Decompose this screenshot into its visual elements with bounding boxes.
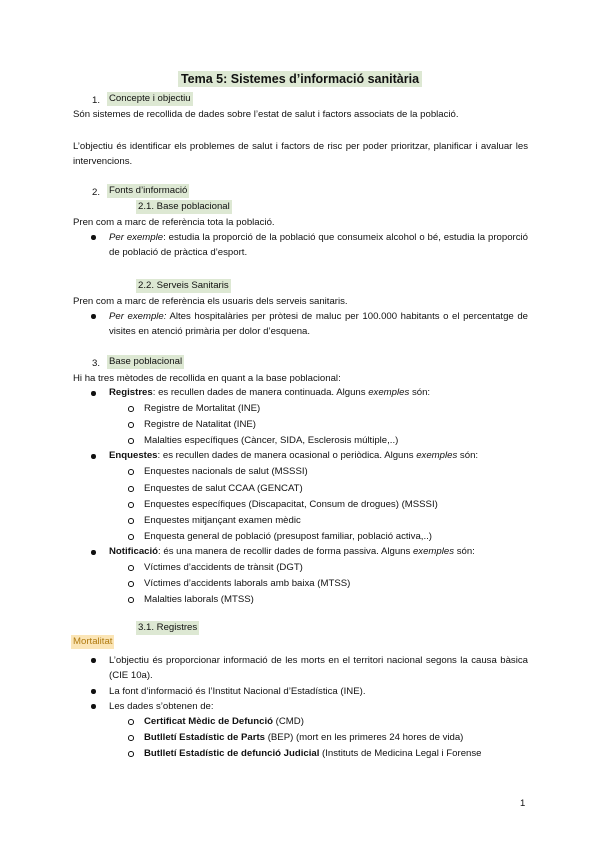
bullet-icon: [91, 550, 96, 555]
bullet-icon: [91, 314, 96, 319]
notificacio-item: Víctimes d’accidents laborals amb baixa (MTSS): [144, 578, 351, 589]
section-1-number: 1.: [92, 95, 101, 106]
circle-bullet-icon: [128, 735, 134, 741]
circle-bullet-icon: [128, 469, 134, 475]
circle-bullet-icon: [128, 751, 134, 757]
circle-bullet-icon: [128, 565, 134, 571]
notificacio-item: Víctimes d’accidents de trànsit (DGT): [144, 562, 303, 573]
circle-bullet-icon: [128, 719, 134, 725]
enquestes-item: Enquestes de salut CCAA (GENCAT): [144, 483, 303, 494]
section-2-number: 2.: [92, 187, 101, 198]
section-2-heading: Fonts d’informació: [109, 185, 188, 196]
circle-bullet-icon: [128, 502, 134, 508]
section-3-intro: Hi ha tres mètodes de recollida en quant a la base poblacional:: [73, 373, 341, 384]
circle-bullet-icon: [128, 422, 134, 428]
notificacio-bullet: Notificació: és una manera de recollir dades de forma passiva. Alguns exemples són:: [109, 546, 475, 557]
subsection-2-1-intro: Pren com a marc de referència tota la població.: [73, 217, 275, 228]
section-1-paragraph-1: Són sistemes de recollida de dades sobre l’estat de salut i factors associats de la població.: [73, 109, 459, 120]
enquestes-item: Enquesta general de població (presupost familiar, població activa,..): [144, 531, 432, 542]
circle-bullet-icon: [128, 406, 134, 412]
mortalitat-bullet-3: Les dades s’obtenen de:: [109, 701, 214, 712]
mortalitat-bullet-2: La font d’informació és l’Institut Nacional d’Estadística (INE).: [109, 686, 366, 697]
section-1-paragraph-2: L’objectiu és identificar els problemes de salut i factors de risc per poder prioritzar, planificar i avaluar les intervencions.: [73, 141, 528, 167]
page-title: Tema 5: Sistemes d’informació sanitària: [0, 72, 600, 86]
subsection-2-1-heading: 2.1. Base poblacional: [138, 201, 230, 212]
bullet-icon: [91, 235, 96, 240]
subsection-2-2-example: Per exemple: Altes hospitalàries per pròtesi de maluc per 100.000 habitants o el percentatge de visites en atenció primària per dolor d’esquena.: [109, 311, 528, 337]
subsection-2-2-heading: 2.2. Serveis Sanitaris: [138, 280, 229, 291]
registres-item: Registre de Natalitat (INE): [144, 419, 256, 430]
registres-bullet: Registres: es recullen dades de manera continuada. Alguns exemples són:: [109, 387, 431, 398]
section-3-heading: Base poblacional: [109, 356, 183, 367]
dades-item: Butlletí Estadístic de defunció Judicial (Instituts de Medicina Legal i Forense: [144, 748, 482, 759]
dades-item: Butlletí Estadístic de Parts (BEP) (mort en les primeres 24 hores de vida): [144, 732, 464, 743]
circle-bullet-icon: [128, 518, 134, 524]
circle-bullet-icon: [128, 486, 134, 492]
bullet-icon: [91, 391, 96, 396]
circle-bullet-icon: [128, 597, 134, 603]
section-3-number: 3.: [92, 358, 101, 369]
section-1-heading: Concepte i objectiu: [109, 93, 191, 104]
subsection-2-2-intro: Pren com a marc de referència els usuaris dels serveis sanitaris.: [73, 296, 348, 307]
circle-bullet-icon: [128, 581, 134, 587]
registres-item: Malalties específiques (Càncer, SIDA, Esclerosis múltiple,..): [144, 435, 399, 446]
registres-item: Registre de Mortalitat (INE): [144, 403, 261, 414]
enquestes-item: Enquestes mitjançant examen mèdic: [144, 515, 301, 526]
enquestes-bullet: Enquestes: es recullen dades de manera ocasional o periòdica. Alguns exemples són:: [109, 450, 479, 461]
bullet-icon: [91, 689, 96, 694]
circle-bullet-icon: [128, 438, 134, 444]
dades-item: Certificat Mèdic de Defunció (CMD): [144, 716, 304, 727]
page-number: 1: [520, 798, 526, 809]
subsection-3-1-heading: 3.1. Registres: [138, 622, 198, 633]
subsection-2-1-example: Per exemple: estudia la proporció de la població que consumeix alcohol o bé, estudia la proporció de població de pràctica d’esport.: [109, 232, 528, 258]
mortalitat-bullet-1: L’objectiu és proporcionar informació de les morts en el territori nacional segons la causa bàsica (CIE 10a).: [109, 655, 528, 681]
bullet-icon: [91, 658, 96, 663]
bullet-icon: [91, 704, 96, 709]
enquestes-item: Enquestes nacionals de salut (MSSSI): [144, 466, 308, 477]
enquestes-item: Enquestes específiques (Discapacitat, Consum de drogues) (MSSSI): [144, 499, 438, 510]
mortalitat-label: Mortalitat: [73, 636, 113, 647]
notificacio-item: Malalties laborals (MTSS): [144, 594, 254, 605]
bullet-icon: [91, 454, 96, 459]
circle-bullet-icon: [128, 534, 134, 540]
